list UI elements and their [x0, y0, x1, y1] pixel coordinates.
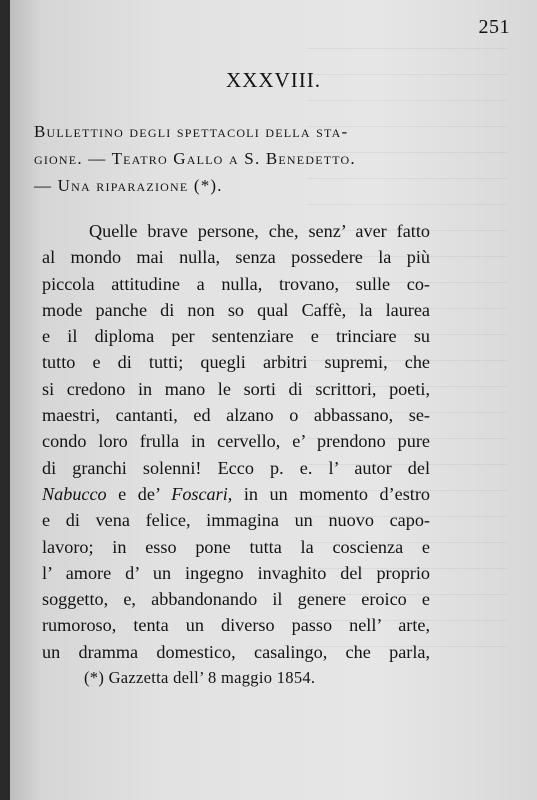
body-line: e di vena felice, immagina un nuovo capo-	[42, 510, 430, 531]
body-line: si credono in mano le sorti di scrittori, poeti,	[42, 378, 430, 399]
body-line-with-titles	[42, 481, 430, 507]
body-line: maestri, cantanti, ed alzano o abbassano, se-	[42, 405, 430, 426]
body-line: mode panche di non so qual Caffè, la laurea	[42, 299, 430, 320]
body-line: condo loro frulla in cervello, e’ prendono pure	[42, 431, 430, 452]
heading-line: Bullettino degli spettacoli della sta-	[34, 122, 349, 141]
opera-title-nabucco: Nabucco	[42, 483, 107, 504]
footnote: (*) Gazzetta dell’ 8 maggio 1854.	[84, 668, 316, 687]
body-line: soggetto, e, abbandonando il genere eroico e	[42, 589, 430, 610]
body-paragraph	[42, 218, 430, 665]
body-line: un dramma domestico, casalingo, che parla,	[42, 641, 430, 662]
body-line: l’ amore d’ un ingegno invaghito del proprio	[42, 562, 430, 583]
book-page	[10, 0, 537, 800]
body-line: di granchi solenni! Ecco p. e. l’ autor del	[42, 457, 430, 478]
body-line: piccola attitudine a nulla, trovano, sulle co-	[42, 273, 430, 294]
chapter-number: XXXVIII.	[226, 68, 321, 92]
heading-line: gione. — Teatro Gallo a S. Benedetto.	[34, 149, 356, 168]
heading-line: — Una riparazione (*).	[34, 176, 223, 195]
text-fragment: e de’	[106, 483, 172, 504]
opera-title-foscari: Foscari	[171, 483, 228, 504]
section-heading	[34, 118, 426, 199]
body-line: lavoro; in esso pone tutta la coscienza e	[42, 536, 430, 557]
body-line: rumoroso, tenta un diverso passo nell’ arte,	[42, 615, 430, 636]
body-line: Quelle brave persone, che, senz’ aver fatto	[89, 221, 430, 241]
body-line: e il diploma per sentenziare e trinciare su	[42, 326, 430, 347]
page-number: 251	[478, 16, 510, 38]
text-fragment: , in un momento d’estro	[227, 483, 430, 504]
body-line: al mondo mai nulla, senza possedere la più	[42, 247, 430, 268]
body-line: tutto e di tutti; quegli arbitri supremi, che	[42, 352, 430, 373]
